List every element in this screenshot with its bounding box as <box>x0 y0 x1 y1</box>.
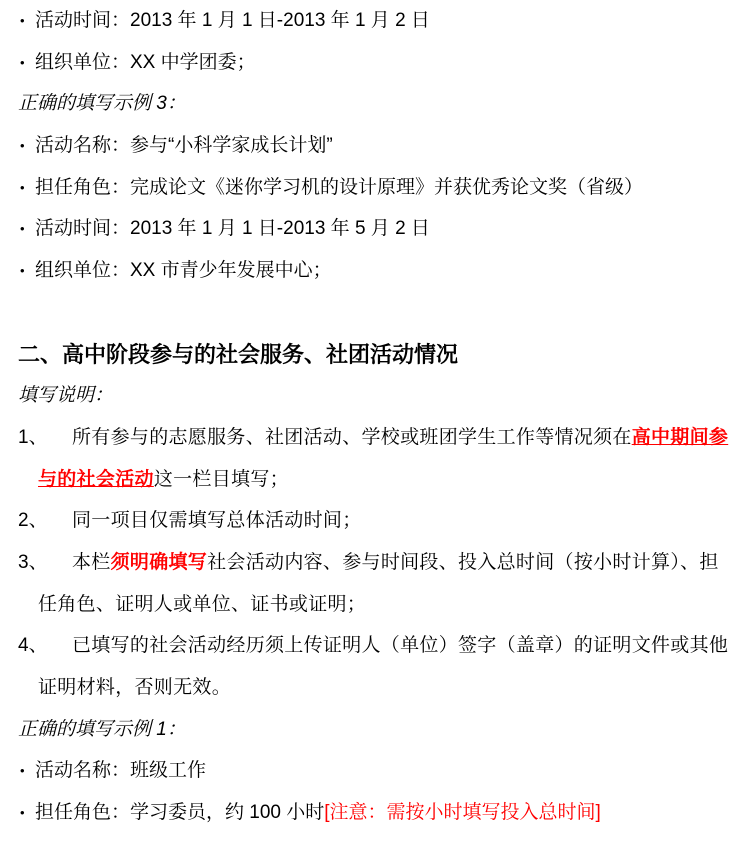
list-item <box>0 750 750 792</box>
bullet: • <box>20 763 25 779</box>
list-item <box>0 208 750 250</box>
instruction-item-1 <box>0 417 750 459</box>
blank-line <box>0 292 750 334</box>
item-text: 已填写的社会活动经历须上传证明人（单位）签字（盖章）的证明文件或其他 <box>72 635 729 657</box>
item-number: 3、 <box>18 551 48 573</box>
bullet: • <box>20 179 25 195</box>
instruction-item-4-continuation <box>0 667 750 709</box>
item-text: 所有参与的志愿服务、社团活动、学校或班团学生工作等情况须在 <box>72 426 632 448</box>
item-number: 1、 <box>18 426 48 448</box>
instruction-item-4 <box>0 625 750 667</box>
list-item <box>0 0 750 42</box>
section-heading: 二、高中阶段参与的社会服务、社团活动情况 <box>18 341 459 367</box>
list-item <box>0 250 750 292</box>
instruction-item-1-continuation <box>0 459 750 501</box>
list-item <box>0 125 750 167</box>
emphasis-text: 高中期间参 <box>631 426 729 448</box>
warning-note: [注意：需按小时填写投入总时间] <box>324 802 601 824</box>
list-item-text: 担任角色：完成论文《迷你学习机的设计原理》并获优秀论文奖（省级） <box>35 176 644 198</box>
emphasis-text: 须明确填写 <box>110 551 208 573</box>
bullet: • <box>20 805 25 821</box>
item-text: 任角色、证明人或单位、证书或证明； <box>38 593 367 615</box>
emphasis-text: 与的社会活动 <box>38 468 154 490</box>
item-number: 2、 <box>18 510 48 532</box>
item-text: 本栏 <box>72 551 111 573</box>
instruction-item-3 <box>0 542 750 584</box>
example-title: 正确的填写示例 1： <box>18 718 186 740</box>
bullet: • <box>20 221 25 237</box>
list-item <box>0 792 750 834</box>
list-item-text: 担任角色：学习委员，约 100 小时 <box>35 802 325 824</box>
list-item-text: 活动名称：参与“小科学家成长计划” <box>35 135 333 157</box>
list-item-text: 活动名称：班级工作 <box>35 760 207 782</box>
instruction-item-2 <box>0 500 750 542</box>
bullet: • <box>20 138 25 154</box>
item-number: 4、 <box>18 635 48 657</box>
list-item-text: 活动时间：2013 年 1 月 1 日-2013 年 1 月 2 日 <box>35 10 430 31</box>
item-text: 社会活动内容、参与时间段、投入总时间（按小时计算）、担 <box>207 551 719 573</box>
item-text: 证明材料，否则无效。 <box>38 677 232 698</box>
bullet: • <box>20 13 25 28</box>
list-item <box>0 42 750 84</box>
list-item-text: 活动时间：2013 年 1 月 1 日-2013 年 5 月 2 日 <box>35 218 430 240</box>
instruction-item-3-continuation <box>0 584 750 626</box>
notes-title: 填写说明： <box>18 385 114 407</box>
list-item <box>0 167 750 209</box>
item-text: 同一项目仅需填写总体活动时间； <box>72 510 362 532</box>
item-text: 这一栏目填写； <box>153 468 289 490</box>
example-title: 正确的填写示例 3： <box>18 93 186 115</box>
bullet: • <box>20 263 25 279</box>
list-item-text: 组织单位：XX 中学团委； <box>35 51 256 73</box>
bullet: • <box>20 54 25 70</box>
list-item-text: 组织单位：XX 市青少年发展中心； <box>35 260 332 282</box>
